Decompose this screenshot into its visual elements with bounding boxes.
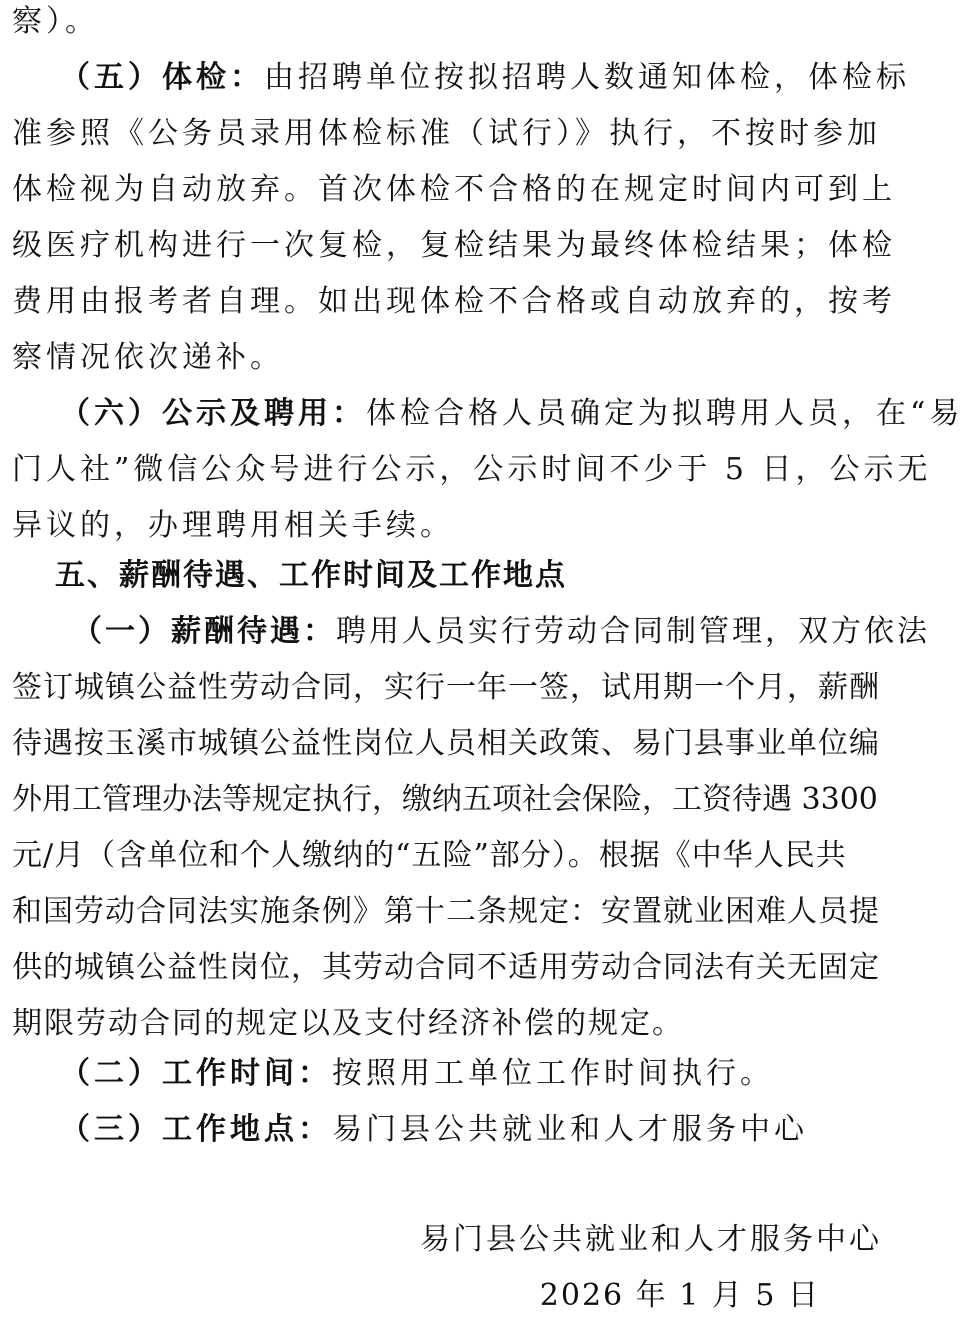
section-6-label: （六）公示及聘用： <box>60 396 366 431</box>
text-line <box>12 996 888 1052</box>
paragraph-3 <box>60 1102 888 1158</box>
paragraph-3-label: （三）工作地点： <box>60 1112 332 1147</box>
signature-organization: 易门县公共就业和人才服务中心 <box>420 1222 882 1257</box>
text-fragment: 费用由报考者自理。如出现体检不合格或自动放弃的，按考 <box>12 284 896 319</box>
text-fragment: 级医疗机构进行一次复检，复检结果为最终体检结果；体检 <box>12 228 896 263</box>
text-fragment: 按照用工单位工作时间执行。 <box>332 1056 774 1091</box>
text-fragment: 聘用人员实行劳动合同制管理，双方依法 <box>336 614 930 649</box>
text-fragment: 签订城镇公益性劳动合同，实行一年一签，试用期一个月，薪酬 <box>12 670 880 705</box>
paragraph-1-label: （一）薪酬待遇： <box>72 614 336 649</box>
text-fragment: 供的城镇公益性岗位，其劳动合同不适用劳动合同法有关无固定 <box>12 950 880 985</box>
text-line <box>12 716 888 772</box>
text-fragment: 外用工管理办法等规定执行，缴纳五项社会保险，工资待遇 3300 <box>12 782 878 817</box>
text-line <box>12 106 888 162</box>
paragraph-1-line-1 <box>72 604 930 660</box>
text-fragment: 察）。 <box>12 4 99 39</box>
text-line <box>12 274 896 330</box>
text-fragment: 察情况依次递补。 <box>12 340 284 375</box>
section-5-line-1 <box>60 50 910 106</box>
text-line <box>12 828 888 884</box>
text-fragment: 体检视为自动放弃。首次体检不合格的在规定时间内可到上 <box>12 172 896 207</box>
section-heading: 五、薪酬待遇、工作时间及工作地点 <box>55 558 567 593</box>
text-line <box>12 442 932 498</box>
text-fragment: 异议的，办理聘用相关手续。 <box>12 508 454 543</box>
text-line <box>12 884 888 940</box>
section-6-line-1 <box>60 386 963 442</box>
text-line <box>12 0 888 50</box>
section-5-label: （五）体检： <box>60 60 264 95</box>
text-line <box>12 162 896 218</box>
text-line <box>12 330 888 386</box>
text-fragment: 由招聘单位按拟招聘人数通知体检，体检标 <box>264 60 910 95</box>
text-fragment: 易门县公共就业和人才服务中心 <box>332 1112 808 1147</box>
signature-date: 2026 年 1 月 5 日 <box>539 1278 820 1313</box>
text-line <box>12 772 888 828</box>
text-line <box>12 660 888 716</box>
paragraph-2 <box>60 1046 888 1102</box>
text-fragment: 准参照《公务员录用体检标准（试行）》执行，不按时参加 <box>12 116 881 151</box>
text-fragment: 期限劳动合同的规定以及支付经济补偿的规定。 <box>12 1006 684 1041</box>
text-fragment: 待遇按玉溪市城镇公益性岗位人员相关政策、易门县事业单位编 <box>12 726 880 761</box>
text-line <box>12 218 896 274</box>
text-fragment: 体检合格人员确定为拟聘用人员，在“易 <box>366 396 963 431</box>
text-fragment: 和国劳动合同法实施条例》第十二条规定：安置就业困难人员提 <box>12 894 880 929</box>
text-fragment: 门人社”微信公众号进行公示，公示时间不少于 5 日，公示无 <box>12 452 932 487</box>
paragraph-2-label: （二）工作时间： <box>60 1056 332 1091</box>
text-line <box>12 498 888 554</box>
text-fragment: 元/月（含单位和个人缴纳的“五险”部分）。根据《中华人民共 <box>12 838 847 873</box>
text-line <box>12 940 888 996</box>
